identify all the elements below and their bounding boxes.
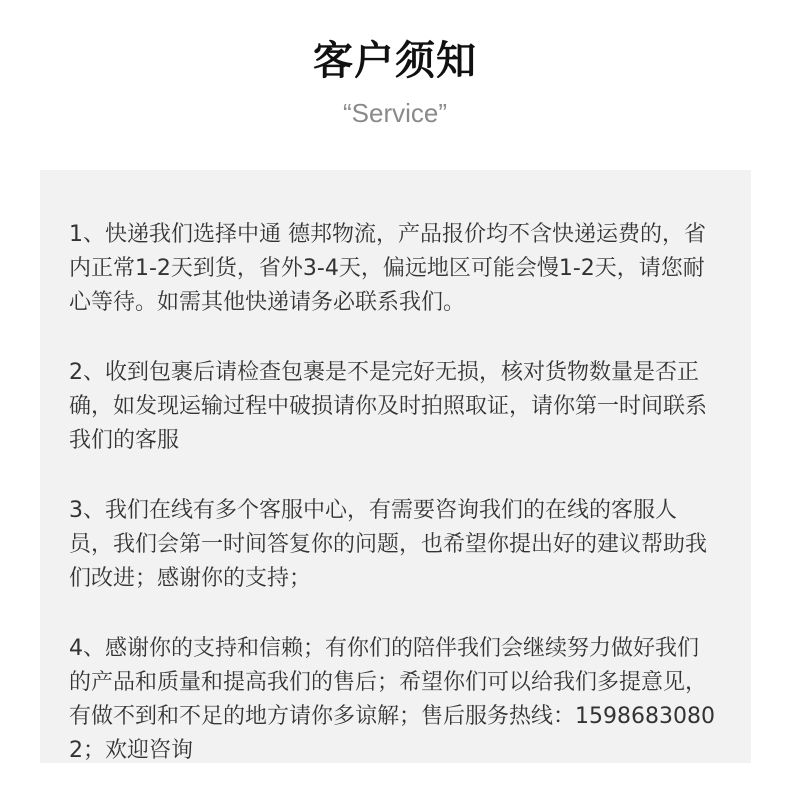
notice-item-customer-service: 3、我们在线有多个客服中心，有需要咨询我们的在线的客服人员，我们会第一时间答复你的问题，也希望你提出好的建议帮助我们改进；感谢你的支持；: [69, 498, 708, 591]
page-subtitle: “Service”: [342, 98, 447, 128]
notice-panel: [40, 170, 751, 763]
notice-list: [69, 218, 719, 763]
page-title: 客户须知: [313, 38, 477, 84]
notice-item-package-inspection: 2、收到包裹后请检查包裹是不是完好无损，核对货物数量是否正确，如发现运输过程中破损请你及时拍照取证，请你第一时间联系我们的客服: [69, 360, 708, 453]
notice-item-delivery: 1、快递我们选择中通 德邦物流，产品报价均不含快递运费的，省内正常1-2天到货，省外3-4天，偏远地区可能会慢1-2天，请您耐心等待。如需其他快递请务必联系我们。: [69, 222, 706, 315]
notice-item-after-sales: 4、感谢你的支持和信赖；有你们的陪伴我们会继续努力做好我们的产品和质量和提高我们的售后；希望你们可以给我们多提意见，有做不到和不足的地方请你多谅解；售后服务热线：15986830802；欢迎咨询: [69, 636, 715, 763]
